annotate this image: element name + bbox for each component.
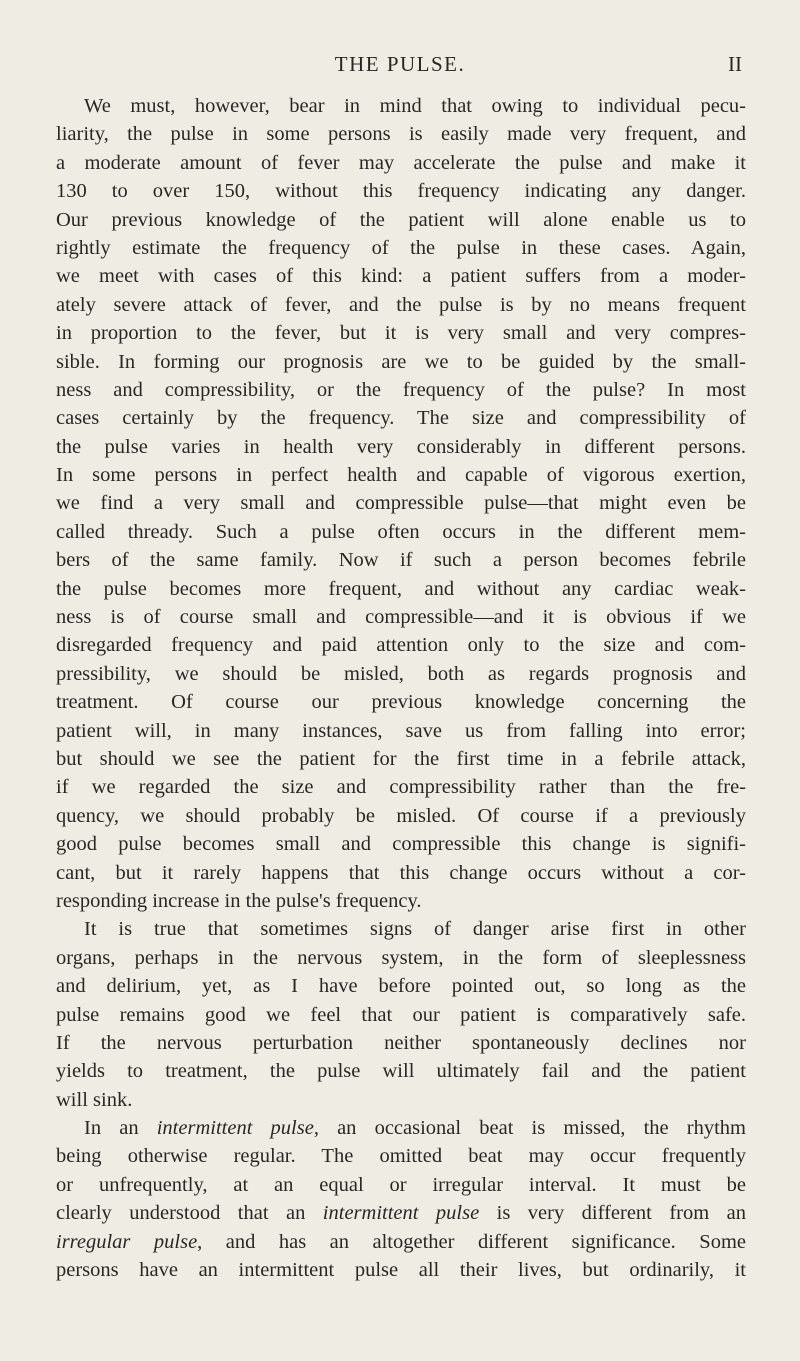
text-line: pressibility, we should be misled, both as regards prognosis and xyxy=(56,662,746,685)
text-line: treatment. Of course our previous knowledge concerning the xyxy=(56,691,746,714)
text-line: we find a very small and compressible pulse—that might even be xyxy=(56,492,746,515)
italic-term: irregular pulse xyxy=(56,1230,198,1253)
text-line: If the nervous perturbation neither spontaneously declines nor xyxy=(56,1031,746,1054)
text-line: good pulse becomes small and compressible this change is signifi- xyxy=(56,833,746,856)
text-line: We must, however, bear in mind that owing to individual pecu- xyxy=(84,95,746,117)
page-header xyxy=(0,52,800,82)
text-run: , an occasional beat is missed, the rhythm xyxy=(313,1117,746,1140)
text-run: is very different from an xyxy=(479,1202,746,1225)
text-line: in proportion to the fever, but it is very small and very compres- xyxy=(56,322,746,345)
italic-term: intermittent pulse xyxy=(322,1202,480,1225)
text-line xyxy=(56,1114,746,1142)
text-line: ness is of course small and compressible—and it is obvious if we xyxy=(56,606,746,629)
text-line: ately severe attack of fever, and the pulse is by no means frequent xyxy=(56,293,746,316)
text-line xyxy=(56,1199,746,1227)
text-line: organs, perhaps in the nervous system, in the form of sleeplessness xyxy=(56,946,746,969)
text-line: the pulse becomes more frequent, and without any cardiac weak- xyxy=(56,577,746,600)
text-line: It is true that sometimes signs of danger arise first in other xyxy=(84,918,746,941)
text-line: cases certainly by the frequency. The size and compressibility of xyxy=(56,407,746,430)
text-line: responding increase in the pulse's frequency. xyxy=(56,889,422,912)
text-line: will sink. xyxy=(56,1088,133,1111)
text-line: rightly estimate the frequency of the pulse in these cases. Again, xyxy=(56,236,746,259)
text-line: being otherwise regular. The omitted beat may occur frequently xyxy=(56,1145,746,1168)
italic-term: intermittent pulse xyxy=(156,1117,314,1140)
text-run: clearly understood that an xyxy=(56,1202,323,1225)
text-line: we meet with cases of this kind: a patient suffers from a moder- xyxy=(56,265,746,288)
text-run: In an xyxy=(84,1117,157,1140)
text-line: quency, we should probably be misled. Of course if a previously xyxy=(56,804,746,827)
running-title: THE PULSE. xyxy=(334,52,466,76)
text-line: but should we see the patient for the first time in a febrile attack, xyxy=(56,747,746,770)
text-line: sible. In forming our prognosis are we to be guided by the small- xyxy=(56,350,746,373)
text-line: cant, but it rarely happens that this change occurs without a cor- xyxy=(56,861,746,884)
text-line: persons have an intermittent pulse all their lives, but ordinarily, it xyxy=(56,1259,746,1282)
text-line: and delirium, yet, as I have before pointed out, so long as the xyxy=(56,975,746,998)
text-line: liarity, the pulse in some persons is easily made very frequent, and xyxy=(56,123,746,146)
text-line: yields to treatment, the pulse will ultimately fail and the patient xyxy=(56,1060,746,1083)
text-line: called thready. Such a pulse often occurs in the different mem- xyxy=(56,520,746,543)
text-line: bers of the same family. Now if such a person becomes febrile xyxy=(56,549,746,572)
text-line: Our previous knowledge of the patient will alone enable us to xyxy=(56,208,746,231)
text-line: disregarded frequency and paid attention only to the size and com- xyxy=(56,634,746,657)
text-line: 130 to over 150, without this frequency indicating any danger. xyxy=(56,180,746,203)
text-line xyxy=(56,1228,746,1256)
body-text xyxy=(56,92,746,1284)
text-line: pulse remains good we feel that our patient is comparatively safe. xyxy=(56,1003,746,1026)
text-run: , and has an altogether different significance. Some xyxy=(197,1230,746,1253)
page-number: II xyxy=(728,52,742,76)
text-line: if we regarded the size and compressibility rather than the fre- xyxy=(56,776,746,799)
text-line: patient will, in many instances, save us from falling into error; xyxy=(56,719,746,742)
text-line: ness and compressibility, or the frequency of the pulse? In most xyxy=(56,378,746,401)
text-line: or unfrequently, at an equal or irregular interval. It must be xyxy=(56,1173,746,1196)
text-line: the pulse varies in health very considerably in different persons. xyxy=(56,435,746,458)
text-line: In some persons in perfect health and capable of vigorous exertion, xyxy=(56,464,746,487)
text-line: a moderate amount of fever may accelerate the pulse and make it xyxy=(56,151,746,174)
